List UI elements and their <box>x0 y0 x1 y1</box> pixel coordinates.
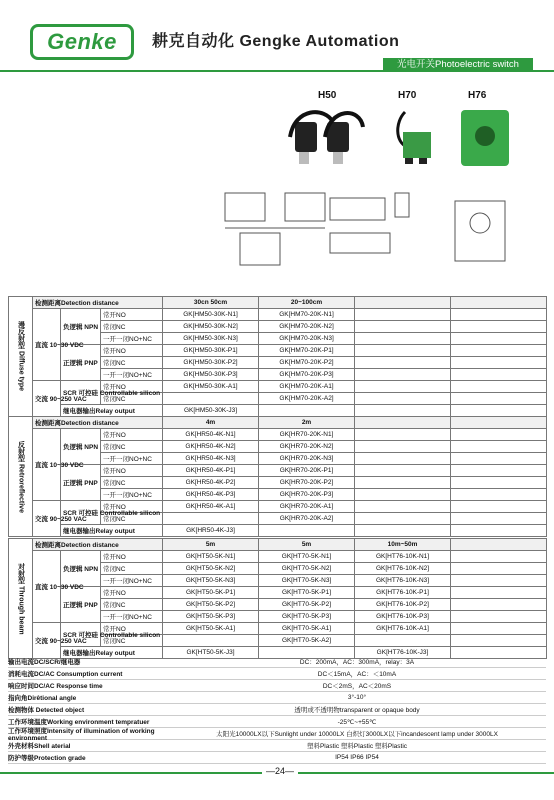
brand-logo: Genke <box>30 24 134 60</box>
general-row <box>8 704 546 716</box>
spec-label: 工作环境温度Working environment tempratuer <box>8 719 150 726</box>
spec-label: 消耗电流DC/AC Consumption current <box>8 671 123 678</box>
model-cell: GK[HM70-20K-P3] <box>259 369 355 381</box>
model-cell: GK[HM50-30K-P3] <box>163 369 259 381</box>
distance-h70: 20~100cm <box>259 297 355 309</box>
output-type: 常开NO <box>101 587 163 599</box>
output-type: 一开一闭NO+NC <box>101 333 163 345</box>
spec-value: 透明或不透明物transparent or opaque body <box>294 707 420 714</box>
output-type: 一开一闭NO+NC <box>101 611 163 623</box>
model-cell: GK[HT50-5K-P2] <box>163 599 259 611</box>
model-cell: GK[HR70-20K-A2] <box>259 513 355 525</box>
logic-pnp: 正逻辑 PNP <box>61 465 101 501</box>
logic-npn: 负逻辑 NPN <box>61 551 101 587</box>
distance-h70: 2m <box>259 417 355 429</box>
output-type: 常开NO <box>101 501 163 513</box>
general-row <box>8 752 546 764</box>
model-cell: GK[HM50-30K-N2] <box>163 321 259 333</box>
spec-value: DC＜2mS，AC＜20mS <box>322 683 392 690</box>
model-cell: GK[HT76-10K-N2] <box>355 563 451 575</box>
distance-label: 检测距离Detection distance <box>33 539 163 551</box>
logic-scr: SCR 可控硅 Controllable silicon <box>61 623 101 647</box>
spec-value: IP54 IP66 IP54 <box>335 754 379 761</box>
general-row <box>8 728 546 740</box>
model-cell: GK[HR50-4K-P2] <box>163 477 259 489</box>
model-cell: GK[HT50-5K-A1] <box>163 623 259 635</box>
output-type: 常开NO <box>101 465 163 477</box>
company-name: 耕克自动化 Gengke Automation <box>152 33 400 50</box>
logic-pnp: 正逻辑 PNP <box>61 587 101 623</box>
section-type: 反射型 Retroreflective <box>9 417 33 537</box>
distance-label: 检测距离Detection distance <box>33 417 163 429</box>
distance-h70: 5m <box>259 539 355 551</box>
model-cell <box>355 635 451 647</box>
distance-col4 <box>451 539 547 551</box>
output-type: 一开一闭NO+NC <box>101 575 163 587</box>
model-cell: GK[HT70-5K-P1] <box>259 587 355 599</box>
output-type: 常闭NC <box>101 441 163 453</box>
general-row <box>8 668 546 680</box>
model-cell: GK[HT70-5K-P2] <box>259 599 355 611</box>
model-cell: GK[HT50-5K-J3] <box>163 647 259 659</box>
logic-npn: 负逻辑 NPN <box>61 429 101 465</box>
spec-label: 防护等级Protection grade <box>8 755 86 762</box>
model-cell: GK[HT70-5K-A1] <box>259 623 355 635</box>
relay-output: 继电器输出Relay output <box>61 525 163 537</box>
model-cell: GK[HM50-30K-N3] <box>163 333 259 345</box>
model-cell: GK[HT76-10K-J3] <box>355 647 451 659</box>
model-cell: GK[HT50-5K-N3] <box>163 575 259 587</box>
logic-scr: SCR 可控硅 Controllable silicon <box>61 381 101 405</box>
output-type: 常闭NC <box>101 635 163 647</box>
model-cell: GK[HM50-30K-P2] <box>163 357 259 369</box>
model-cell: GK[HM70-20K-A2] <box>259 393 355 405</box>
model-cell: GK[HR50-4K-N1] <box>163 429 259 441</box>
section-type: 对射型 Through beam <box>9 539 33 659</box>
model-cell: GK[HR50-4K-J3] <box>163 525 259 537</box>
model-cell: GK[HT70-5K-P3] <box>259 611 355 623</box>
model-cell: GK[HM70-20K-N3] <box>259 333 355 345</box>
output-type: 常开NO <box>101 623 163 635</box>
distance-col4 <box>451 417 547 429</box>
model-cell: GK[HM50-30K-A1] <box>163 381 259 393</box>
spec-value: DC＜15mA，AC：＜10mA <box>317 671 397 678</box>
model-label-h50: H50 <box>318 90 337 101</box>
power-ac: 交流 90~250 VAC <box>33 623 61 659</box>
model-cell: GK[HT76-10K-P1] <box>355 587 451 599</box>
model-cell: GK[HR70-20K-P1] <box>259 465 355 477</box>
header-divider <box>0 70 554 72</box>
output-type: 常闭NC <box>101 563 163 575</box>
spec-value: -25℃~+55℃ <box>337 718 377 726</box>
retroreflective-spec-table <box>8 416 547 537</box>
model-cell: GK[HM70-20K-N2] <box>259 321 355 333</box>
logic-pnp: 正逻辑 PNP <box>61 345 101 381</box>
logic-npn: 负逻辑 NPN <box>61 309 101 345</box>
general-specs <box>8 656 546 764</box>
model-cell: GK[HR70-20K-N2] <box>259 441 355 453</box>
output-type: 常开NO <box>101 429 163 441</box>
model-cell: GK[HM70-20K-N1] <box>259 309 355 321</box>
distance-label: 检测距离Detection distance <box>33 297 163 309</box>
logic-scr: SCR 可控硅 Controllable silicon <box>61 501 101 525</box>
spec-label: 指向角Dirêtional angle <box>8 695 77 702</box>
power-ac: 交流 90~250 VAC <box>33 381 61 417</box>
dimension-drawings <box>210 183 550 273</box>
diffuse-spec-table <box>8 296 547 417</box>
model-label-h76: H76 <box>468 90 487 101</box>
general-row <box>8 740 546 752</box>
relay-output: 继电器输出Relay output <box>61 647 163 659</box>
model-cell: GK[HR50-4K-P3] <box>163 489 259 501</box>
model-cell <box>259 525 355 537</box>
spec-label: 外壳材料Shell aterial <box>8 743 71 750</box>
output-type: 一开一闭NO+NC <box>101 453 163 465</box>
model-cell: GK[HT76-10K-N1] <box>355 551 451 563</box>
model-cell: GK[HT50-5K-P1] <box>163 587 259 599</box>
power-dc: 直流 10~30 VDC <box>33 551 61 623</box>
model-cell: GK[HT76-10K-P2] <box>355 599 451 611</box>
output-type: 常闭NC <box>101 599 163 611</box>
model-cell: GK[HT50-5K-N1] <box>163 551 259 563</box>
model-cell: GK[HT76-10K-P3] <box>355 611 451 623</box>
distance-h76: 10m~50m <box>355 539 451 551</box>
model-cell: GK[HT76-10K-A1] <box>355 623 451 635</box>
model-cell: GK[HM70-20K-A1] <box>259 381 355 393</box>
distance-col3 <box>355 297 451 309</box>
output-type: 常闭NC <box>101 477 163 489</box>
model-cell: GK[HR50-4K-N2] <box>163 441 259 453</box>
spec-label: 响应时间DC/AC Response time <box>8 683 103 690</box>
general-row <box>8 656 546 668</box>
general-row <box>8 692 546 704</box>
page-number: —24— <box>262 766 298 776</box>
catalog-subtitle: 光电开关Photoelectric switch <box>383 58 533 72</box>
model-label-h70: H70 <box>398 90 417 101</box>
model-cell: GK[HM70-20K-P1] <box>259 345 355 357</box>
output-type: 常开NO <box>101 345 163 357</box>
model-cell: GK[HR70-20K-N1] <box>259 429 355 441</box>
model-cell: GK[HT70-5K-N2] <box>259 563 355 575</box>
output-type: 常开NO <box>101 309 163 321</box>
h76-sensor-photo <box>455 102 515 172</box>
general-row <box>8 680 546 692</box>
output-type: 常闭NC <box>101 357 163 369</box>
model-cell: GK[HM50-30K-N1] <box>163 309 259 321</box>
power-ac: 交流 90~250 VAC <box>33 501 61 537</box>
output-type: 常开NO <box>101 551 163 563</box>
model-cell <box>163 513 259 525</box>
model-cell: GK[HR70-20K-N3] <box>259 453 355 465</box>
h50-sensor-photo <box>285 102 365 172</box>
distance-h50: 4m <box>163 417 259 429</box>
model-cell: GK[HR50-4K-P1] <box>163 465 259 477</box>
model-cell: GK[HT76-10K-N3] <box>355 575 451 587</box>
model-cell: GK[HT70-5K-N3] <box>259 575 355 587</box>
model-cell: GK[HR70-20K-A1] <box>259 501 355 513</box>
model-cell: GK[HM70-20K-P2] <box>259 357 355 369</box>
model-cell: GK[HM50-30K-P1] <box>163 345 259 357</box>
model-cell: GK[HR50-4K-A1] <box>163 501 259 513</box>
output-type: 常闭NC <box>101 321 163 333</box>
model-cell <box>163 635 259 647</box>
output-type: 一开一闭NO+NC <box>101 369 163 381</box>
model-cell: GK[HM50-30K-J3] <box>163 405 259 417</box>
spec-label: 检测物体 Detected object <box>8 707 85 714</box>
model-cell: GK[HT50-5K-N2] <box>163 563 259 575</box>
spec-value: 塑料Plastic 塑料Plastic 塑料Plastic <box>306 743 408 750</box>
distance-h50: 5m <box>163 539 259 551</box>
power-dc: 直流 10~30 VDC <box>33 429 61 501</box>
output-type: 一开一闭NO+NC <box>101 489 163 501</box>
section-type: 漫反射型 Diffuse type <box>9 297 33 417</box>
output-type: 常闭NC <box>101 393 163 405</box>
distance-col3 <box>355 417 451 429</box>
spec-value: 3°-10° <box>347 694 367 701</box>
model-cell <box>163 393 259 405</box>
h70-sensor-photo <box>385 102 445 172</box>
model-cell: GK[HR70-20K-P2] <box>259 477 355 489</box>
distance-col4 <box>451 297 547 309</box>
distance-h50: 30cn 50cm <box>163 297 259 309</box>
model-cell: GK[HR50-4K-N3] <box>163 453 259 465</box>
relay-output: 继电器输出Relay output <box>61 405 163 417</box>
spec-label: 输出电流DC/SCR/继电器 <box>8 659 81 666</box>
model-cell <box>259 405 355 417</box>
through-beam-spec-table <box>8 538 547 659</box>
power-dc: 直流 10~30 VDC <box>33 309 61 381</box>
model-cell: GK[HT50-5K-P3] <box>163 611 259 623</box>
spec-value: DC：200mA，AC：300mA，relay：3A <box>299 659 415 666</box>
model-cell: GK[HT70-5K-N1] <box>259 551 355 563</box>
model-cell: GK[HT70-5K-A2] <box>259 635 355 647</box>
output-type: 常开NO <box>101 381 163 393</box>
spec-value: 太阳光10000LX以下Sunlight under 10000LX 白炽灯3000LX以下incandescent lamp under 3000LX <box>216 731 498 738</box>
output-type: 常闭NC <box>101 513 163 525</box>
spec-label: 工作环境照度Intensity of illumination of working environment <box>8 727 155 742</box>
model-cell: GK[HR70-20K-P3] <box>259 489 355 501</box>
